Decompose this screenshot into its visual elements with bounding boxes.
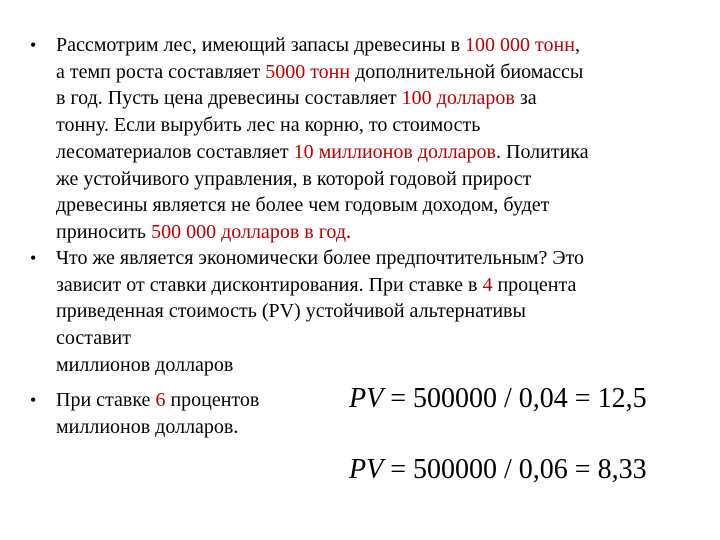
text-segment: ,	[574, 34, 580, 56]
text-line	[56, 352, 687, 379]
text-segment: дополнительной биомассы	[350, 60, 584, 83]
highlighted-value: 500 000 долларов в год	[151, 220, 347, 243]
text-line	[56, 272, 687, 299]
text-segment: При ставке	[56, 389, 156, 411]
highlighted-value: 6	[155, 389, 166, 411]
text-segment: миллионов долларов	[56, 353, 234, 376]
bullet-text-2	[56, 245, 687, 379]
text-segment: приведенная стоимость (PV) устойчивой альтернативы	[56, 300, 526, 323]
text-segment: древесины является не более чем годовым доходом, будет	[56, 194, 550, 217]
text-segment: в год. Пусть цена древесины составляет	[56, 87, 402, 110]
text-line	[56, 112, 687, 139]
text-segment: лесоматериалов составляет	[56, 140, 294, 163]
text-segment: Рассмотрим лес, имеющий запасы древесины в	[56, 34, 466, 56]
text-line	[56, 219, 687, 246]
text-line	[56, 59, 687, 86]
bullet-icon: •	[30, 390, 37, 410]
text-segment: . Политика	[496, 140, 589, 163]
text-line	[56, 414, 336, 441]
text-segment: тонну. Если вырубить лес на корню, то стоимость	[56, 114, 481, 137]
text-line	[56, 298, 687, 325]
text-segment: а темп роста составляет	[56, 60, 266, 83]
text-segment: миллионов долларов.	[56, 415, 239, 438]
bullet-icon: •	[30, 248, 37, 268]
text-line	[56, 192, 687, 219]
formula-pv-6-percent	[349, 453, 647, 487]
highlighted-value: 4	[482, 273, 493, 296]
formula-expression: = 500000 / 0,06 = 8,33	[383, 454, 647, 485]
text-segment: процента	[492, 273, 577, 296]
highlighted-value: 5000 тонн	[265, 60, 351, 83]
formula-pv-symbol: PV	[349, 383, 384, 414]
bullet-text-1	[56, 32, 687, 246]
formula-expression: = 500000 / 0,04 = 12,5	[383, 383, 647, 414]
text-segment: за	[514, 87, 537, 110]
text-segment: зависит от ставки дисконтирования. При ставке в	[56, 273, 483, 296]
text-segment: процентов	[165, 389, 260, 411]
text-line	[56, 325, 687, 352]
bullet-text-3	[56, 387, 336, 440]
text-segment: приносить	[56, 220, 152, 243]
formula-pv-symbol: PV	[349, 454, 384, 485]
text-line	[56, 387, 336, 414]
text-segment: же устойчивого управления, в которой годовой прирост	[56, 167, 532, 190]
text-segment: составит	[56, 327, 131, 350]
text-line	[56, 85, 687, 112]
formula-pv-4-percent	[349, 382, 647, 416]
text-line	[56, 139, 687, 166]
text-segment: Что же является экономически более предпочтительным? Это	[56, 247, 584, 269]
highlighted-value: 100 000 тонн	[465, 34, 575, 56]
highlighted-value: 100 долларов	[401, 87, 515, 110]
text-line	[56, 32, 687, 59]
highlighted-value: 10 миллионов долларов	[293, 140, 496, 163]
bullet-icon: •	[30, 35, 37, 55]
text-line	[56, 166, 687, 193]
text-segment: .	[346, 220, 352, 243]
text-line	[56, 245, 687, 272]
